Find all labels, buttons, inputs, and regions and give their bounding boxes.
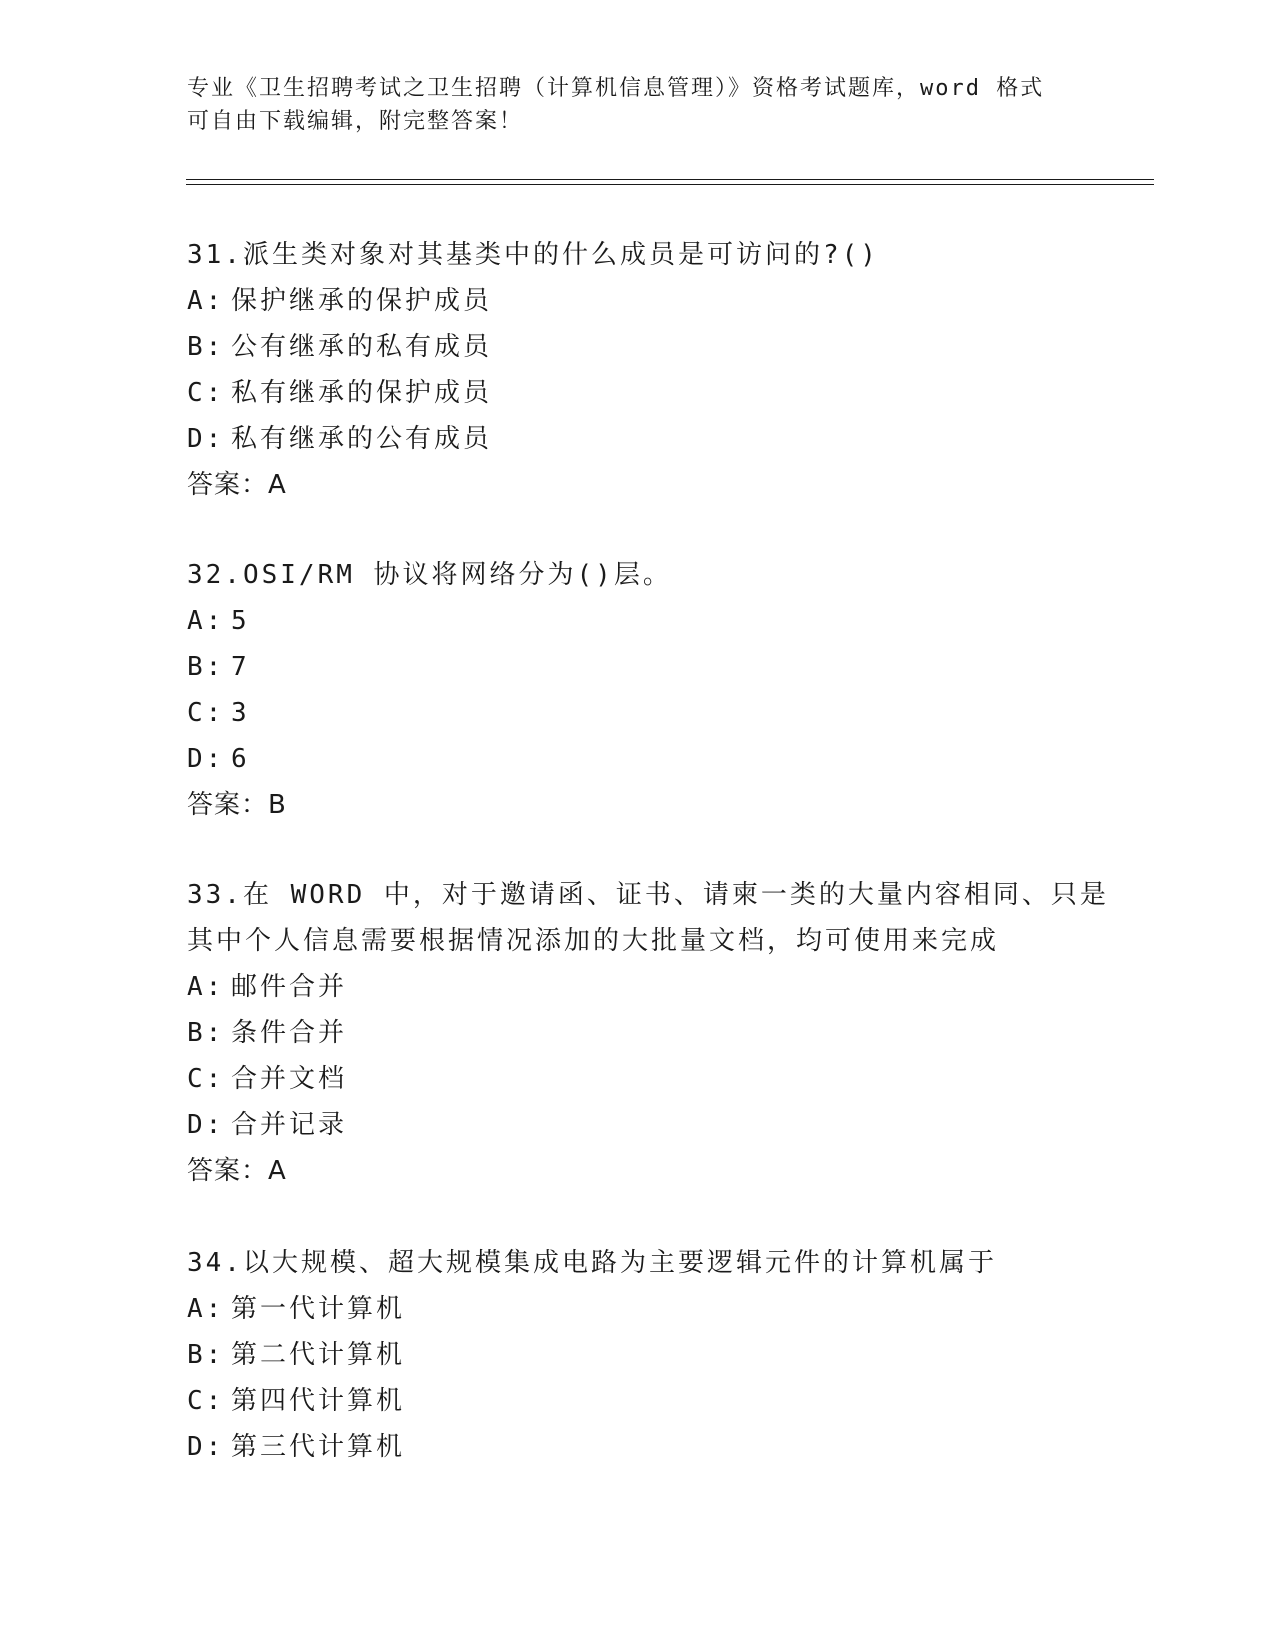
question-32 <box>187 552 1107 828</box>
option-b <box>187 324 1107 370</box>
option-b <box>187 1332 1107 1378</box>
option-text: 3 <box>231 698 250 728</box>
option-d <box>187 1424 1107 1470</box>
option-text: 6 <box>231 744 250 774</box>
option-letter: A: <box>187 1294 225 1324</box>
option-letter: B: <box>187 652 225 682</box>
answer-text: 答案：B <box>187 790 287 820</box>
option-b <box>187 1010 1107 1056</box>
option-letter: C: <box>187 698 225 728</box>
option-text: 第三代计算机 <box>231 1432 406 1462</box>
header-divider-top <box>186 179 1154 180</box>
option-letter: D: <box>187 1432 225 1462</box>
question-stem: 32.OSI/RM 协议将网络分为()层。 <box>187 560 672 590</box>
question-31 <box>187 232 1107 508</box>
question-34 <box>187 1240 1107 1470</box>
option-text: 合并记录 <box>231 1110 348 1140</box>
option-text: 第二代计算机 <box>231 1340 406 1370</box>
option-a <box>187 598 1107 644</box>
option-letter: C: <box>187 378 225 408</box>
option-a <box>187 964 1107 1010</box>
question-stem-line-1: 33.在 WORD 中，对于邀请函、证书、请柬一类的大量内容相同、只是 <box>187 880 1109 910</box>
option-b <box>187 644 1107 690</box>
header-line-2: 可自由下载编辑，附完整答案！ <box>187 109 524 134</box>
option-letter: D: <box>187 424 225 454</box>
option-c <box>187 370 1107 416</box>
question-stem-line-2: 其中个人信息需要根据情况添加的大批量文档，均可使用来完成 <box>187 926 1000 956</box>
option-text: 7 <box>231 652 250 682</box>
option-letter: D: <box>187 1110 225 1140</box>
option-letter: C: <box>187 1064 225 1094</box>
option-letter: B: <box>187 332 225 362</box>
option-text: 第四代计算机 <box>231 1386 406 1416</box>
answer-text: 答案：A <box>187 1156 287 1186</box>
option-d <box>187 736 1107 782</box>
question-stem: 31.派生类对象对其基类中的什么成员是可访问的?() <box>187 240 879 270</box>
option-letter: B: <box>187 1018 225 1048</box>
option-a <box>187 278 1107 324</box>
option-c <box>187 1056 1107 1102</box>
option-letter: A: <box>187 606 225 636</box>
option-text: 公有继承的私有成员 <box>231 332 493 362</box>
question-stem: 34.以大规模、超大规模集成电路为主要逻辑元件的计算机属于 <box>187 1248 997 1278</box>
option-letter: A: <box>187 972 225 1002</box>
option-c <box>187 690 1107 736</box>
header-divider-bottom <box>186 184 1154 185</box>
option-letter: C: <box>187 1386 225 1416</box>
option-letter: B: <box>187 1340 225 1370</box>
option-text: 第一代计算机 <box>231 1294 406 1324</box>
document-header <box>187 72 1087 138</box>
header-line-1: 专业《卫生招聘考试之卫生招聘（计算机信息管理）》资格考试题库，word 格式 <box>187 76 1045 101</box>
option-text: 私有继承的公有成员 <box>231 424 493 454</box>
option-text: 5 <box>231 606 250 636</box>
option-text: 保护继承的保护成员 <box>231 286 493 316</box>
option-letter: D: <box>187 744 225 774</box>
option-text: 条件合并 <box>231 1018 348 1048</box>
option-text: 私有继承的保护成员 <box>231 378 493 408</box>
option-a <box>187 1286 1107 1332</box>
option-d <box>187 416 1107 462</box>
option-d <box>187 1102 1107 1148</box>
option-c <box>187 1378 1107 1424</box>
option-letter: A: <box>187 286 225 316</box>
option-text: 合并文档 <box>231 1064 348 1094</box>
option-text: 邮件合并 <box>231 972 348 1002</box>
answer-text: 答案：A <box>187 470 287 500</box>
question-33 <box>187 872 1107 1194</box>
